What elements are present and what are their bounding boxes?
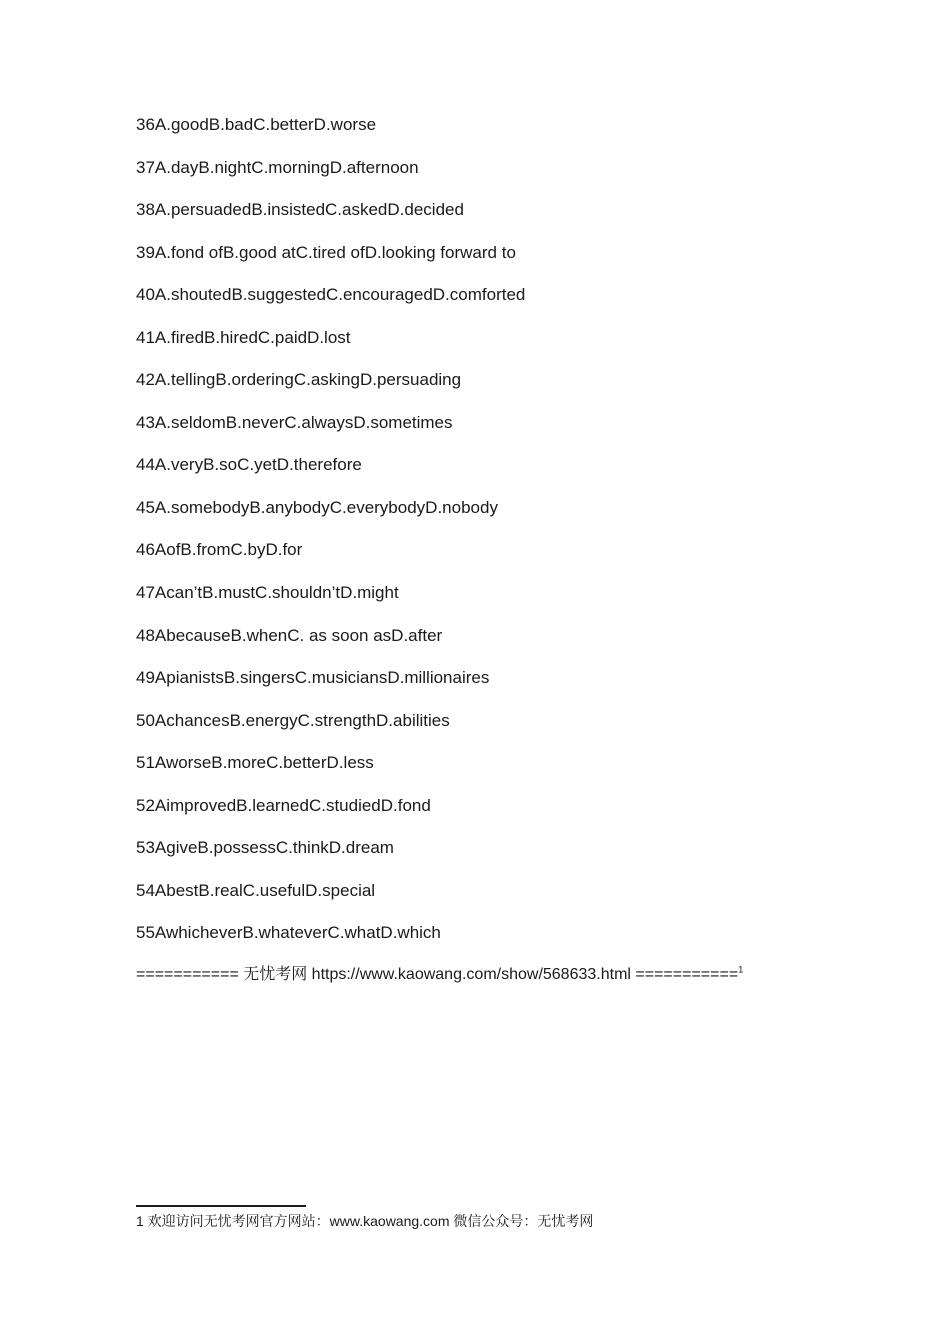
question-line: 53AgiveB.possessC.thinkD.dream: [136, 838, 394, 858]
question-line: 45A.somebodyB.anybodyC.everybodyD.nobody: [136, 497, 498, 517]
question-line: 43A.seldomB.neverC.alwaysD.sometimes: [136, 412, 453, 432]
question-line: 36A.goodB.badC.betterD.worse: [136, 115, 377, 134]
question-list: [136, 112, 836, 963]
question-line: 40A.shoutedB.suggestedC.encouragedD.comforted: [136, 285, 526, 305]
question-line: 39A.fond ofB.good atC.tired ofD.looking forward to: [136, 242, 516, 262]
question-line: 42A.tellingB.orderingC.askingD.persuading: [136, 370, 462, 390]
question-line: 54AbestB.realC.usefulD.special: [136, 880, 376, 900]
footnote-divider: [136, 1205, 306, 1207]
question-line: 49ApianistsB.singersC.musiciansD.millionaires: [136, 668, 490, 688]
question-line: 48AbecauseB.whenC. as soon asD.after: [136, 625, 443, 645]
footnote: 1 欢迎访问无忧考网官方网站：www.kaowang.com 微信公众号：无忧考网: [136, 1213, 594, 1229]
source-line: [136, 962, 743, 988]
footnote-reference: 1: [738, 964, 744, 975]
question-line: 37A.dayB.nightC.morningD.afternoon: [136, 157, 419, 177]
question-line: 46AofB.fromC.byD.for: [136, 540, 303, 560]
question-line: 50AchancesB.energyC.strengthD.abilities: [136, 710, 450, 730]
question-line: 55AwhicheverB.whateverC.whatD.which: [136, 923, 441, 943]
question-line: 47Acan’tB.mustC.shouldn’tD.might: [136, 583, 399, 603]
question-line: 38A.persuadedB.insistedC.askedD.decided: [136, 200, 464, 220]
source-line-text: =========== 无忧考网 https://www.kaowang.com/show/568633.html ===========: [136, 966, 739, 983]
question-line: 41A.firedB.hiredC.paidD.lost: [136, 327, 351, 347]
question-line: 44A.veryB.soC.yetD.therefore: [136, 455, 362, 475]
question-line: 51AworseB.moreC.betterD.less: [136, 753, 374, 773]
question-line: 52AimprovedB.learnedC.studiedD.fond: [136, 795, 431, 815]
